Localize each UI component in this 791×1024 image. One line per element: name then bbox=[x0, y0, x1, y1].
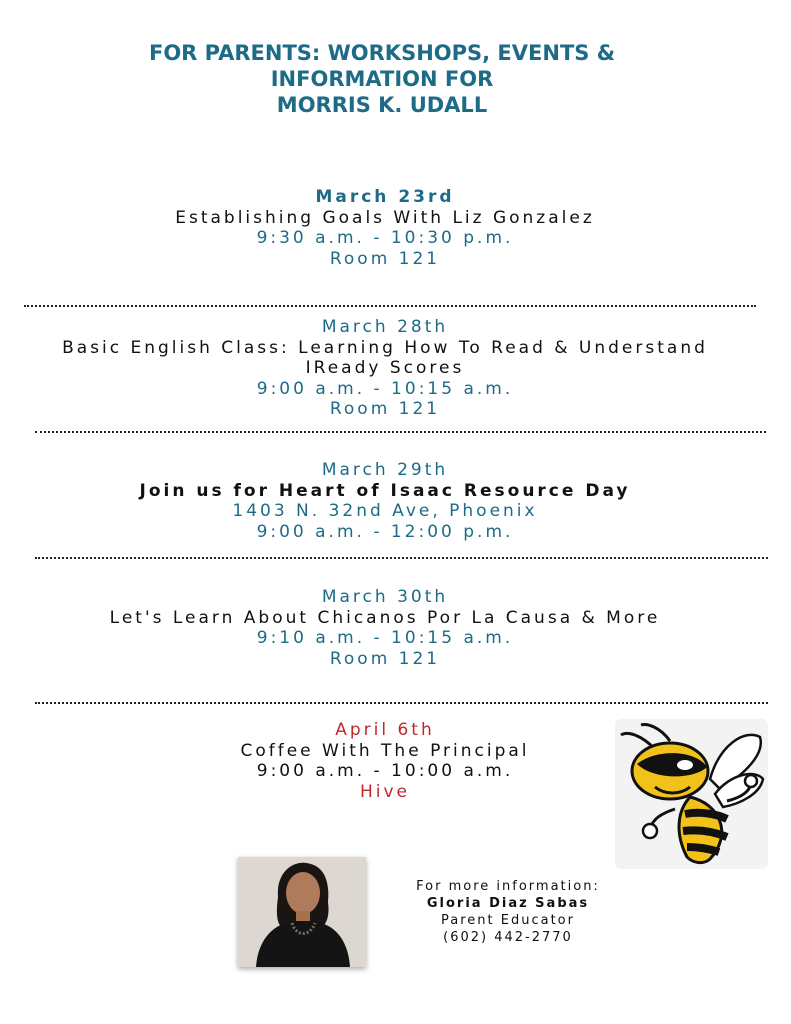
event-time: 9:30 a.m. - 10:30 p.m. bbox=[256, 228, 514, 248]
contact-role: Parent Educator bbox=[441, 913, 575, 928]
title-line-1: FOR PARENTS: WORKSHOPS, EVENTS & bbox=[148, 41, 616, 65]
event-march-28 bbox=[0, 317, 770, 420]
event-name: Establishing Goals With Liz Gonzalez bbox=[175, 207, 595, 228]
event-march-23 bbox=[0, 187, 770, 269]
event-name-line-2: IReady Scores bbox=[305, 358, 465, 378]
section-divider bbox=[35, 557, 768, 559]
event-name-line-1: Basic English Class: Learning How To Read & Understand bbox=[62, 337, 708, 358]
contact-phone: (602) 442-2770 bbox=[443, 930, 573, 945]
event-time: 9:10 a.m. - 10:15 a.m. bbox=[256, 628, 514, 648]
person-portrait-icon bbox=[238, 857, 366, 967]
flyer-title bbox=[0, 40, 764, 118]
contact-info bbox=[388, 878, 628, 946]
event-date: March 23rd bbox=[315, 187, 455, 207]
event-name: Coffee With The Principal bbox=[240, 740, 530, 761]
event-location: Hive bbox=[359, 781, 411, 802]
section-divider bbox=[35, 431, 766, 433]
event-date: March 29th bbox=[321, 460, 449, 480]
event-date: March 30th bbox=[321, 587, 449, 607]
section-divider bbox=[35, 702, 768, 704]
event-name: Join us for Heart of Isaac Resource Day bbox=[139, 480, 631, 501]
event-address: 1403 N. 32nd Ave, Phoenix bbox=[232, 501, 538, 521]
hornet-mascot-image bbox=[615, 719, 768, 869]
event-time: 9:00 a.m. - 10:15 a.m. bbox=[256, 378, 514, 399]
section-divider bbox=[24, 305, 756, 307]
hornet-icon bbox=[615, 719, 768, 869]
event-date: March 28th bbox=[321, 317, 449, 337]
event-name: Let's Learn About Chicanos Por La Causa & More bbox=[109, 607, 661, 628]
event-location: Room 121 bbox=[329, 248, 441, 269]
event-march-30 bbox=[0, 587, 770, 669]
event-march-29 bbox=[0, 460, 770, 542]
contact-name: Gloria Diaz Sabas bbox=[426, 896, 590, 911]
event-location: Room 121 bbox=[329, 648, 441, 669]
event-date: April 6th bbox=[335, 720, 435, 740]
event-time: 9:00 a.m. - 10:00 a.m. bbox=[256, 761, 514, 781]
event-location: Room 121 bbox=[329, 399, 441, 419]
title-line-2: INFORMATION FOR bbox=[270, 67, 494, 91]
title-line-3: MORRIS K. UDALL bbox=[276, 93, 488, 117]
parent-educator-photo bbox=[238, 857, 366, 967]
contact-intro: For more information: bbox=[416, 879, 600, 894]
event-time: 9:00 a.m. - 12:00 p.m. bbox=[256, 521, 514, 542]
